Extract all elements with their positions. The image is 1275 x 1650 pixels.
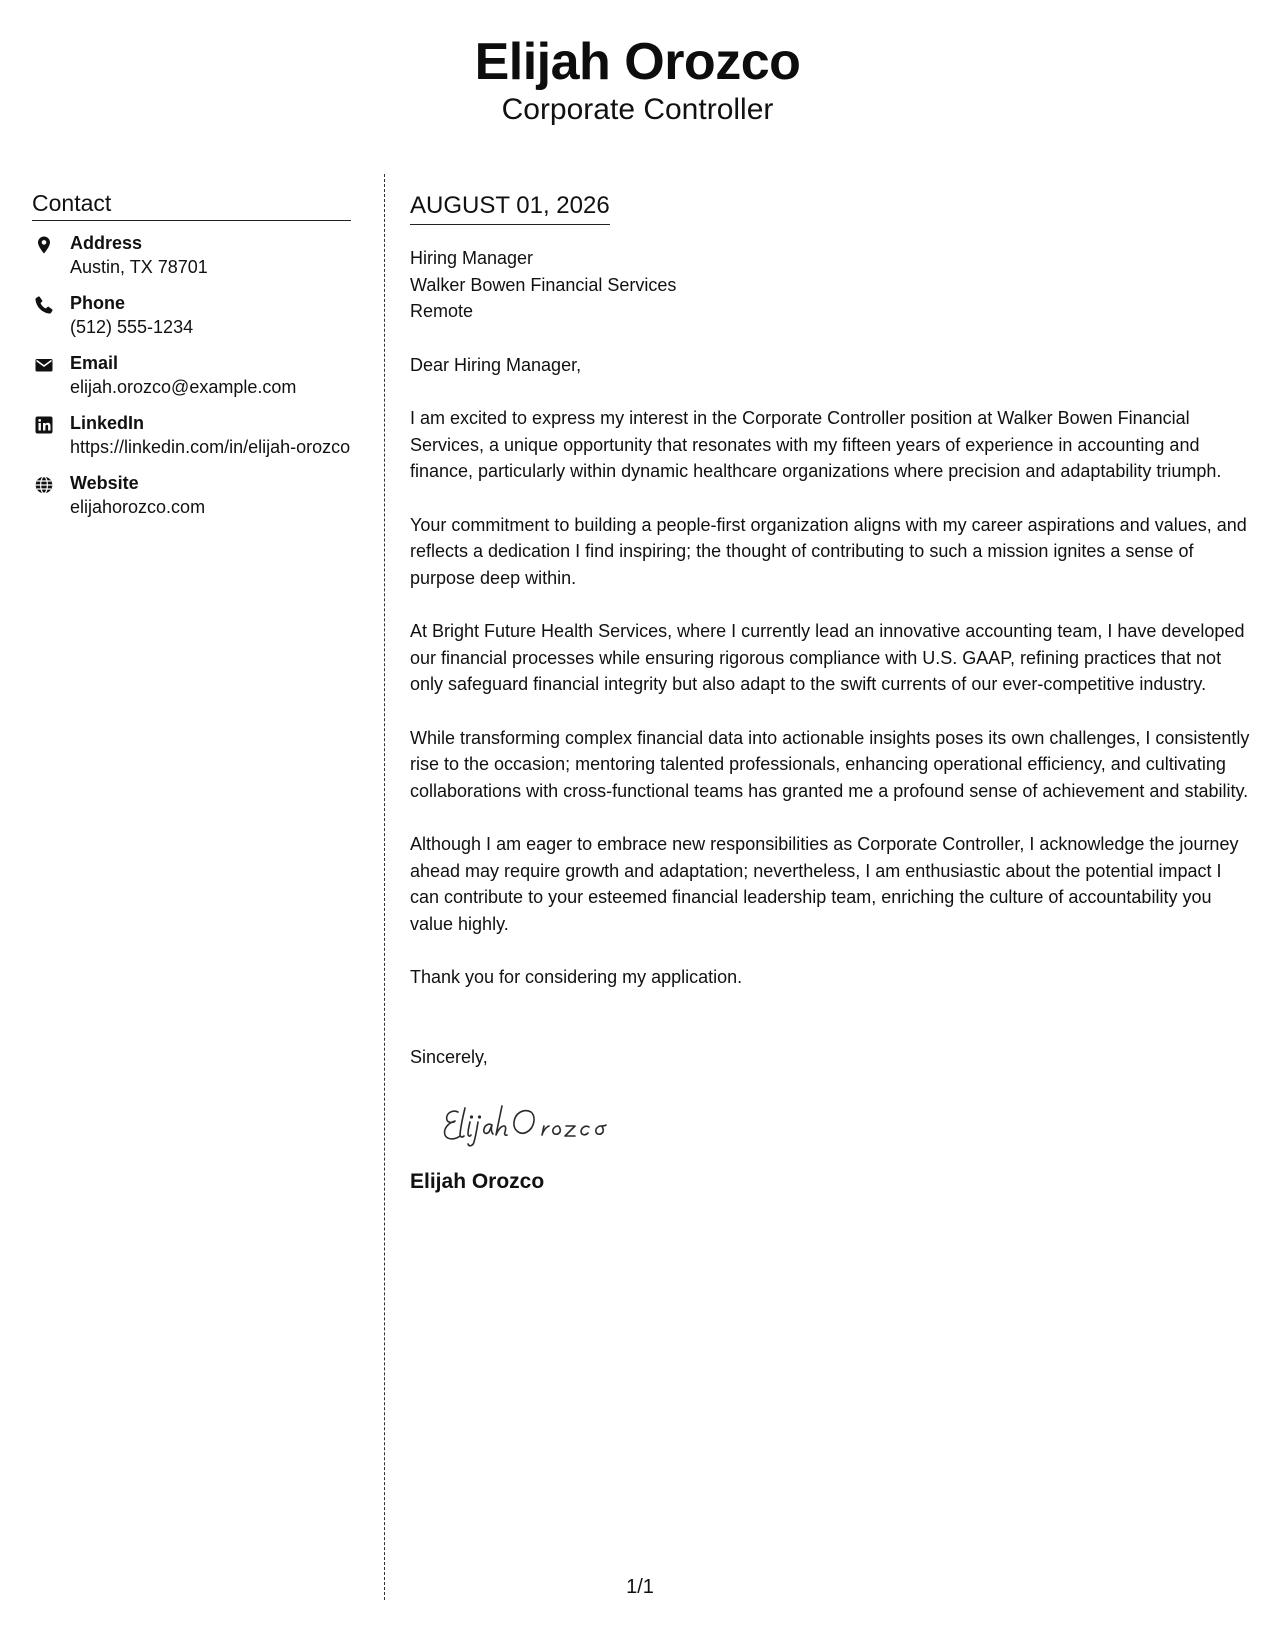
contact-section-title: Contact [32, 188, 351, 221]
body-paragraph: While transforming complex financial data into actionable insights poses its own challenges, I consistently rise to the occasion; mentoring talented professionals, enhancing operational efficiency, and cultivating collaborations with cross-functional teams has granted me a profound sense of achievement and stability. [410, 727, 1250, 801]
contact-item-address [32, 231, 351, 279]
body-paragraph: Your commitment to building a people-first organization aligns with my career aspirations and values, and reflects a dedication I find inspiring; the thought of contributing to such a mission ignites a sense of purpose deep within. [410, 514, 1247, 588]
recipient-block [410, 245, 1255, 325]
salutation: Dear Hiring Manager, [410, 354, 582, 375]
contact-list [32, 231, 351, 519]
contact-label: Phone [70, 293, 126, 313]
contact-sidebar [32, 188, 351, 531]
contact-value: https://linkedin.com/in/elijah-orozco [70, 437, 351, 457]
contact-value: (512) 555-1234 [70, 317, 194, 337]
map-pin-icon [34, 235, 54, 255]
phone-icon [34, 295, 54, 315]
linkedin-icon [34, 415, 54, 435]
applicant-role: Corporate Controller [501, 93, 774, 126]
contact-item-website [32, 471, 351, 519]
signer-name: Elijah Orozco [410, 1170, 545, 1193]
closing: Sincerely, [410, 1046, 488, 1067]
letter-date: AUGUST 01, 2026 [410, 190, 610, 225]
letter-header [0, 30, 1275, 128]
column-divider [384, 174, 385, 1600]
contact-value: elijah.orozco@example.com [70, 377, 297, 397]
body-paragraph: Thank you for considering my application. [410, 967, 743, 987]
body-paragraph: I am excited to express my interest in the Corporate Controller position at Walker Bowen Financial Services, a unique opportunity that resonates with my fifteen years of experience in accounting and finance, particularly within dynamic healthcare organizations where precision and adaptability triumph. [410, 408, 1222, 481]
recipient-location: Remote [410, 301, 474, 321]
contact-label: Address [70, 233, 143, 253]
contact-value: Austin, TX 78701 [70, 257, 208, 277]
contact-label: LinkedIn [70, 413, 145, 433]
contact-item-phone [32, 291, 351, 339]
globe-icon [34, 475, 54, 495]
applicant-name: Elijah Orozco [474, 33, 801, 91]
letter-body [410, 190, 1255, 1196]
body-paragraph: At Bright Future Health Services, where I currently lead an innovative accounting team, I have developed our financial processes while ensuring rigorous compliance with U.S. GAAP, refining practices that not only safeguard financial integrity but also adapt to the swift currents of our ever-competitive industry. [410, 621, 1245, 694]
body-paragraph: Although I am eager to embrace new responsibilities as Corporate Controller, I acknowledge the journey ahead may require growth and adaptation; nevertheless, I am enthusiastic about the potential impact I can contribute to your esteemed financial leadership team, enriching the culture of accountability you value highly. [410, 834, 1239, 934]
contact-item-email [32, 351, 351, 399]
contact-item-linkedin [32, 411, 351, 459]
contact-label: Email [70, 353, 119, 373]
envelope-icon [34, 355, 54, 375]
contact-value: elijahorozco.com [70, 497, 206, 517]
page-number: 1/1 [626, 1576, 654, 1598]
recipient-company: Walker Bowen Financial Services [410, 274, 677, 295]
contact-label: Website [70, 473, 139, 493]
signature-image [438, 1098, 658, 1152]
recipient-title: Hiring Manager [410, 248, 534, 268]
